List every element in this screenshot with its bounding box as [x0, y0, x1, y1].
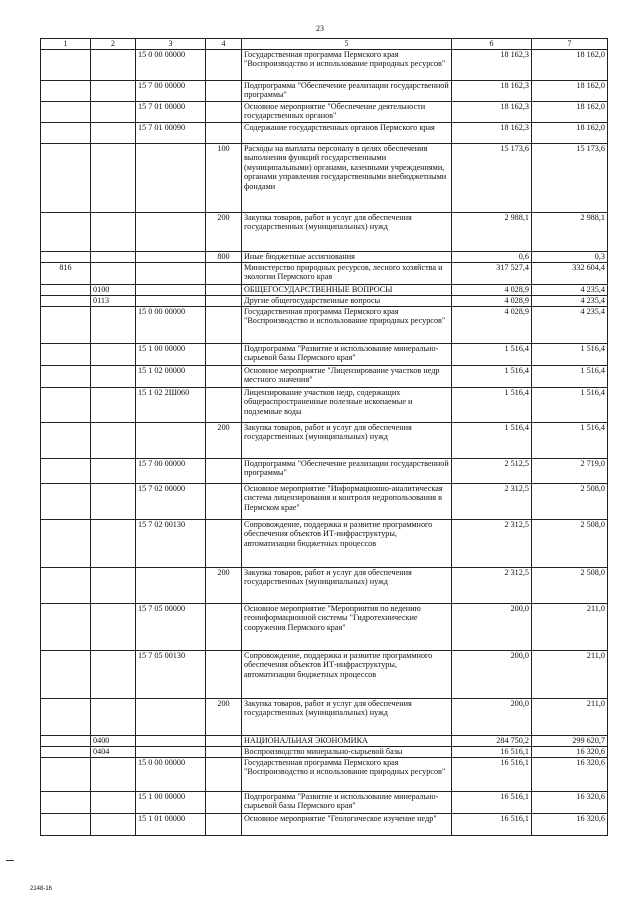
budget-table — [40, 38, 608, 836]
table-row — [41, 736, 608, 747]
description-cell: Иные бюджетные ассигнования — [242, 252, 452, 263]
expense-type-cell: 200 — [206, 423, 242, 459]
footer-code: 2148-16 — [30, 886, 53, 892]
expense-type-cell: 200 — [206, 699, 242, 736]
amount-year1-cell: 2 988,1 — [452, 213, 532, 252]
table-row — [41, 285, 608, 296]
section-code-cell — [91, 81, 136, 102]
margin-mark — [6, 860, 14, 861]
description-cell: Сопровождение, поддержка и развитие программного обеспечения объектов ИТ-инфраструктуры, автоматизации бюджетных процессов — [242, 651, 452, 699]
admin-code-cell — [41, 344, 91, 366]
expense-type-cell — [206, 366, 242, 388]
amount-year1-cell: 200,0 — [452, 604, 532, 651]
admin-code-cell — [41, 520, 91, 568]
amount-year2-cell: 2 508,0 — [532, 568, 608, 604]
table-row — [41, 459, 608, 484]
amount-year2-cell: 16 320,6 — [532, 747, 608, 758]
amount-year1-cell: 18 162,3 — [452, 50, 532, 81]
table-row — [41, 814, 608, 836]
target-article-cell — [136, 263, 206, 285]
expense-type-cell — [206, 484, 242, 520]
amount-year2-cell: 4 235,4 — [532, 285, 608, 296]
amount-year1-cell: 200,0 — [452, 651, 532, 699]
admin-code-cell — [41, 252, 91, 263]
target-article-cell: 15 7 02 00130 — [136, 520, 206, 568]
header-col-7: 7 — [532, 39, 608, 50]
table-row — [41, 792, 608, 814]
section-code-cell — [91, 50, 136, 81]
amount-year1-cell: 4 028,9 — [452, 307, 532, 344]
expense-type-cell — [206, 520, 242, 568]
amount-year2-cell: 18 162,0 — [532, 102, 608, 123]
description-cell: Подпрограмма "Развитие и использование минерально-сырьевой базы Пермского края" — [242, 792, 452, 814]
expense-type-cell: 800 — [206, 252, 242, 263]
target-article-cell: 15 1 00 00000 — [136, 344, 206, 366]
amount-year2-cell: 2 988,1 — [532, 213, 608, 252]
description-cell: Основное мероприятие "Мероприятия по ведению геоинформационной системы "Гидротехнические сооружения Пермского края" — [242, 604, 452, 651]
description-cell: Подпрограмма "Развитие и использование минерально-сырьевой базы Пермского края" — [242, 344, 452, 366]
admin-code-cell — [41, 366, 91, 388]
admin-code-cell — [41, 285, 91, 296]
description-cell: Подпрограмма "Обеспечение реализации государственной программы" — [242, 81, 452, 102]
target-article-cell: 15 7 05 00000 — [136, 604, 206, 651]
description-cell: Закупка товаров, работ и услуг для обеспечения государственных (муниципальных) нужд — [242, 699, 452, 736]
amount-year1-cell: 18 162,3 — [452, 123, 532, 144]
amount-year1-cell: 0,6 — [452, 252, 532, 263]
admin-code-cell — [41, 758, 91, 792]
description-cell: Содержание государственных органов Пермского края — [242, 123, 452, 144]
amount-year1-cell: 2 312,5 — [452, 484, 532, 520]
description-cell: Основное мероприятие "Лицензирование участков недр местного значения" — [242, 366, 452, 388]
section-code-cell — [91, 792, 136, 814]
amount-year2-cell: 299 620,7 — [532, 736, 608, 747]
amount-year1-cell: 18 162,3 — [452, 102, 532, 123]
table-row — [41, 213, 608, 252]
description-cell: НАЦИОНАЛЬНАЯ ЭКОНОМИКА — [242, 736, 452, 747]
target-article-cell: 15 1 00 00000 — [136, 792, 206, 814]
admin-code-cell: 816 — [41, 263, 91, 285]
amount-year1-cell: 4 028,9 — [452, 296, 532, 307]
section-code-cell — [91, 213, 136, 252]
amount-year2-cell: 211,0 — [532, 651, 608, 699]
amount-year1-cell: 1 516,4 — [452, 423, 532, 459]
admin-code-cell — [41, 81, 91, 102]
amount-year1-cell: 2 312,5 — [452, 568, 532, 604]
table-row — [41, 388, 608, 423]
admin-code-cell — [41, 423, 91, 459]
target-article-cell: 15 7 05 00130 — [136, 651, 206, 699]
description-cell: Государственная программа Пермского края "Воспроизводство и использование природных ресурсов" — [242, 758, 452, 792]
target-article-cell — [136, 423, 206, 459]
description-cell: Государственная программа Пермского края "Воспроизводство и использование природных ресурсов" — [242, 307, 452, 344]
amount-year1-cell: 200,0 — [452, 699, 532, 736]
expense-type-cell — [206, 307, 242, 344]
expense-type-cell — [206, 758, 242, 792]
table-row — [41, 699, 608, 736]
target-article-cell — [136, 747, 206, 758]
target-article-cell — [136, 144, 206, 213]
target-article-cell — [136, 213, 206, 252]
amount-year2-cell: 211,0 — [532, 699, 608, 736]
header-col-3: 3 — [136, 39, 206, 50]
table-row — [41, 651, 608, 699]
table-row — [41, 758, 608, 792]
amount-year1-cell: 1 516,4 — [452, 366, 532, 388]
table-body — [41, 50, 608, 836]
expense-type-cell: 200 — [206, 568, 242, 604]
description-cell: Расходы на выплаты персоналу в целях обеспечения выполнения функций государственными (муниципальными) органами, казенными учреждениями, органами управления государственными внебюджетными фондами — [242, 144, 452, 213]
admin-code-cell — [41, 651, 91, 699]
target-article-cell — [136, 699, 206, 736]
amount-year2-cell: 18 162,0 — [532, 50, 608, 81]
table-row — [41, 747, 608, 758]
section-code-cell: 0100 — [91, 285, 136, 296]
section-code-cell — [91, 423, 136, 459]
section-code-cell — [91, 307, 136, 344]
target-article-cell: 15 7 01 00000 — [136, 102, 206, 123]
amount-year2-cell: 16 320,6 — [532, 758, 608, 792]
header-col-1: 1 — [41, 39, 91, 50]
description-cell: Основное мероприятие "Обеспечение деятельности государственных органов" — [242, 102, 452, 123]
amount-year1-cell: 1 516,4 — [452, 344, 532, 366]
expense-type-cell — [206, 736, 242, 747]
table-row — [41, 263, 608, 285]
description-cell: Подпрограмма "Обеспечение реализации государственной программы" — [242, 459, 452, 484]
amount-year2-cell: 18 162,0 — [532, 123, 608, 144]
amount-year1-cell: 284 750,2 — [452, 736, 532, 747]
amount-year2-cell: 4 235,4 — [532, 296, 608, 307]
amount-year1-cell: 1 516,4 — [452, 388, 532, 423]
description-cell: Сопровождение, поддержка и развитие программного обеспечения объектов ИТ-инфраструктуры, автоматизации бюджетных процессов — [242, 520, 452, 568]
admin-code-cell — [41, 388, 91, 423]
admin-code-cell — [41, 296, 91, 307]
amount-year2-cell: 1 516,4 — [532, 388, 608, 423]
description-cell: Закупка товаров, работ и услуг для обеспечения государственных (муниципальных) нужд — [242, 423, 452, 459]
description-cell: Основное мероприятие "Информационно-аналитическая система лицензирования и контроля недропользования в Пермском крае" — [242, 484, 452, 520]
admin-code-cell — [41, 307, 91, 344]
admin-code-cell — [41, 814, 91, 836]
section-code-cell — [91, 366, 136, 388]
admin-code-cell — [41, 736, 91, 747]
description-cell: Министерство природных ресурсов, лесного хозяйства и экологии Пермского края — [242, 263, 452, 285]
section-code-cell — [91, 520, 136, 568]
section-code-cell — [91, 252, 136, 263]
expense-type-cell — [206, 263, 242, 285]
table-row — [41, 366, 608, 388]
admin-code-cell — [41, 144, 91, 213]
section-code-cell — [91, 604, 136, 651]
target-article-cell — [136, 252, 206, 263]
admin-code-cell — [41, 50, 91, 81]
target-article-cell: 15 0 00 00000 — [136, 758, 206, 792]
table-row — [41, 520, 608, 568]
expense-type-cell — [206, 747, 242, 758]
admin-code-cell — [41, 213, 91, 252]
admin-code-cell — [41, 604, 91, 651]
section-code-cell — [91, 263, 136, 285]
section-code-cell — [91, 699, 136, 736]
table-row — [41, 344, 608, 366]
table-row — [41, 423, 608, 459]
description-cell: Лицензирование участков недр, содержащих общераспространенные полезные ископаемые и подземные воды — [242, 388, 452, 423]
expense-type-cell — [206, 102, 242, 123]
expense-type-cell — [206, 81, 242, 102]
amount-year2-cell: 18 162,0 — [532, 81, 608, 102]
target-article-cell: 15 0 00 00000 — [136, 307, 206, 344]
target-article-cell — [136, 736, 206, 747]
expense-type-cell — [206, 604, 242, 651]
amount-year1-cell: 16 516,1 — [452, 758, 532, 792]
table-row — [41, 50, 608, 81]
target-article-cell: 15 7 00 00000 — [136, 81, 206, 102]
table-row — [41, 296, 608, 307]
admin-code-cell — [41, 568, 91, 604]
expense-type-cell — [206, 388, 242, 423]
table-row — [41, 102, 608, 123]
section-code-cell — [91, 484, 136, 520]
amount-year2-cell: 332 604,4 — [532, 263, 608, 285]
target-article-cell: 15 7 02 00000 — [136, 484, 206, 520]
description-cell: Другие общегосударственные вопросы — [242, 296, 452, 307]
amount-year2-cell: 16 320,6 — [532, 792, 608, 814]
section-code-cell: 0113 — [91, 296, 136, 307]
expense-type-cell: 200 — [206, 213, 242, 252]
admin-code-cell — [41, 102, 91, 123]
amount-year1-cell: 16 516,1 — [452, 814, 532, 836]
amount-year1-cell: 18 162,3 — [452, 81, 532, 102]
amount-year2-cell: 0,3 — [532, 252, 608, 263]
amount-year2-cell: 2 508,0 — [532, 520, 608, 568]
amount-year2-cell: 211,0 — [532, 604, 608, 651]
section-code-cell — [91, 344, 136, 366]
table-row — [41, 144, 608, 213]
amount-year2-cell: 1 516,4 — [532, 423, 608, 459]
amount-year1-cell: 2 312,5 — [452, 520, 532, 568]
section-code-cell — [91, 651, 136, 699]
header-col-6: 6 — [452, 39, 532, 50]
expense-type-cell — [206, 459, 242, 484]
amount-year2-cell: 16 320,6 — [532, 814, 608, 836]
description-cell: Основное мероприятие "Геологическое изучение недр" — [242, 814, 452, 836]
section-code-cell — [91, 388, 136, 423]
amount-year2-cell: 4 235,4 — [532, 307, 608, 344]
amount-year2-cell: 1 516,4 — [532, 344, 608, 366]
section-code-cell — [91, 568, 136, 604]
admin-code-cell — [41, 699, 91, 736]
target-article-cell — [136, 296, 206, 307]
target-article-cell: 15 1 02 2Ш060 — [136, 388, 206, 423]
target-article-cell: 15 1 01 00000 — [136, 814, 206, 836]
description-cell: Государственная программа Пермского края "Воспроизводство и использование природных ресурсов" — [242, 50, 452, 81]
section-code-cell: 0404 — [91, 747, 136, 758]
expense-type-cell — [206, 344, 242, 366]
amount-year1-cell: 4 028,9 — [452, 285, 532, 296]
target-article-cell: 15 7 00 00000 — [136, 459, 206, 484]
table-row — [41, 484, 608, 520]
description-cell: Воспроизводство минерально-сырьевой базы — [242, 747, 452, 758]
amount-year1-cell: 16 516,1 — [452, 747, 532, 758]
table-row — [41, 81, 608, 102]
header-col-4: 4 — [206, 39, 242, 50]
expense-type-cell — [206, 814, 242, 836]
amount-year1-cell: 15 173,6 — [452, 144, 532, 213]
table-row — [41, 307, 608, 344]
section-code-cell — [91, 144, 136, 213]
amount-year2-cell: 1 516,4 — [532, 366, 608, 388]
amount-year2-cell: 2 719,0 — [532, 459, 608, 484]
admin-code-cell — [41, 484, 91, 520]
amount-year2-cell: 2 508,0 — [532, 484, 608, 520]
expense-type-cell: 100 — [206, 144, 242, 213]
table-row — [41, 123, 608, 144]
expense-type-cell — [206, 296, 242, 307]
target-article-cell: 15 0 00 00000 — [136, 50, 206, 81]
amount-year1-cell: 2 512,5 — [452, 459, 532, 484]
target-article-cell: 15 7 01 00090 — [136, 123, 206, 144]
expense-type-cell — [206, 792, 242, 814]
target-article-cell — [136, 568, 206, 604]
description-cell: Закупка товаров, работ и услуг для обеспечения государственных (муниципальных) нужд — [242, 568, 452, 604]
header-col-2: 2 — [91, 39, 136, 50]
amount-year1-cell: 317 527,4 — [452, 263, 532, 285]
description-cell: Закупка товаров, работ и услуг для обеспечения государственных (муниципальных) нужд — [242, 213, 452, 252]
amount-year1-cell: 16 516,1 — [452, 792, 532, 814]
section-code-cell — [91, 758, 136, 792]
header-col-5: 5 — [242, 39, 452, 50]
header-row — [41, 39, 608, 50]
section-code-cell — [91, 814, 136, 836]
amount-year2-cell: 15 173,6 — [532, 144, 608, 213]
section-code-cell: 0400 — [91, 736, 136, 747]
description-cell: ОБЩЕГОСУДАРСТВЕННЫЕ ВОПРОСЫ — [242, 285, 452, 296]
admin-code-cell — [41, 123, 91, 144]
expense-type-cell — [206, 50, 242, 81]
target-article-cell: 15 1 02 00000 — [136, 366, 206, 388]
table-row — [41, 604, 608, 651]
expense-type-cell — [206, 285, 242, 296]
admin-code-cell — [41, 459, 91, 484]
section-code-cell — [91, 102, 136, 123]
admin-code-cell — [41, 792, 91, 814]
page-number: 23 — [316, 24, 324, 33]
table-row — [41, 568, 608, 604]
expense-type-cell — [206, 651, 242, 699]
admin-code-cell — [41, 747, 91, 758]
section-code-cell — [91, 123, 136, 144]
expense-type-cell — [206, 123, 242, 144]
section-code-cell — [91, 459, 136, 484]
table-row — [41, 252, 608, 263]
target-article-cell — [136, 285, 206, 296]
